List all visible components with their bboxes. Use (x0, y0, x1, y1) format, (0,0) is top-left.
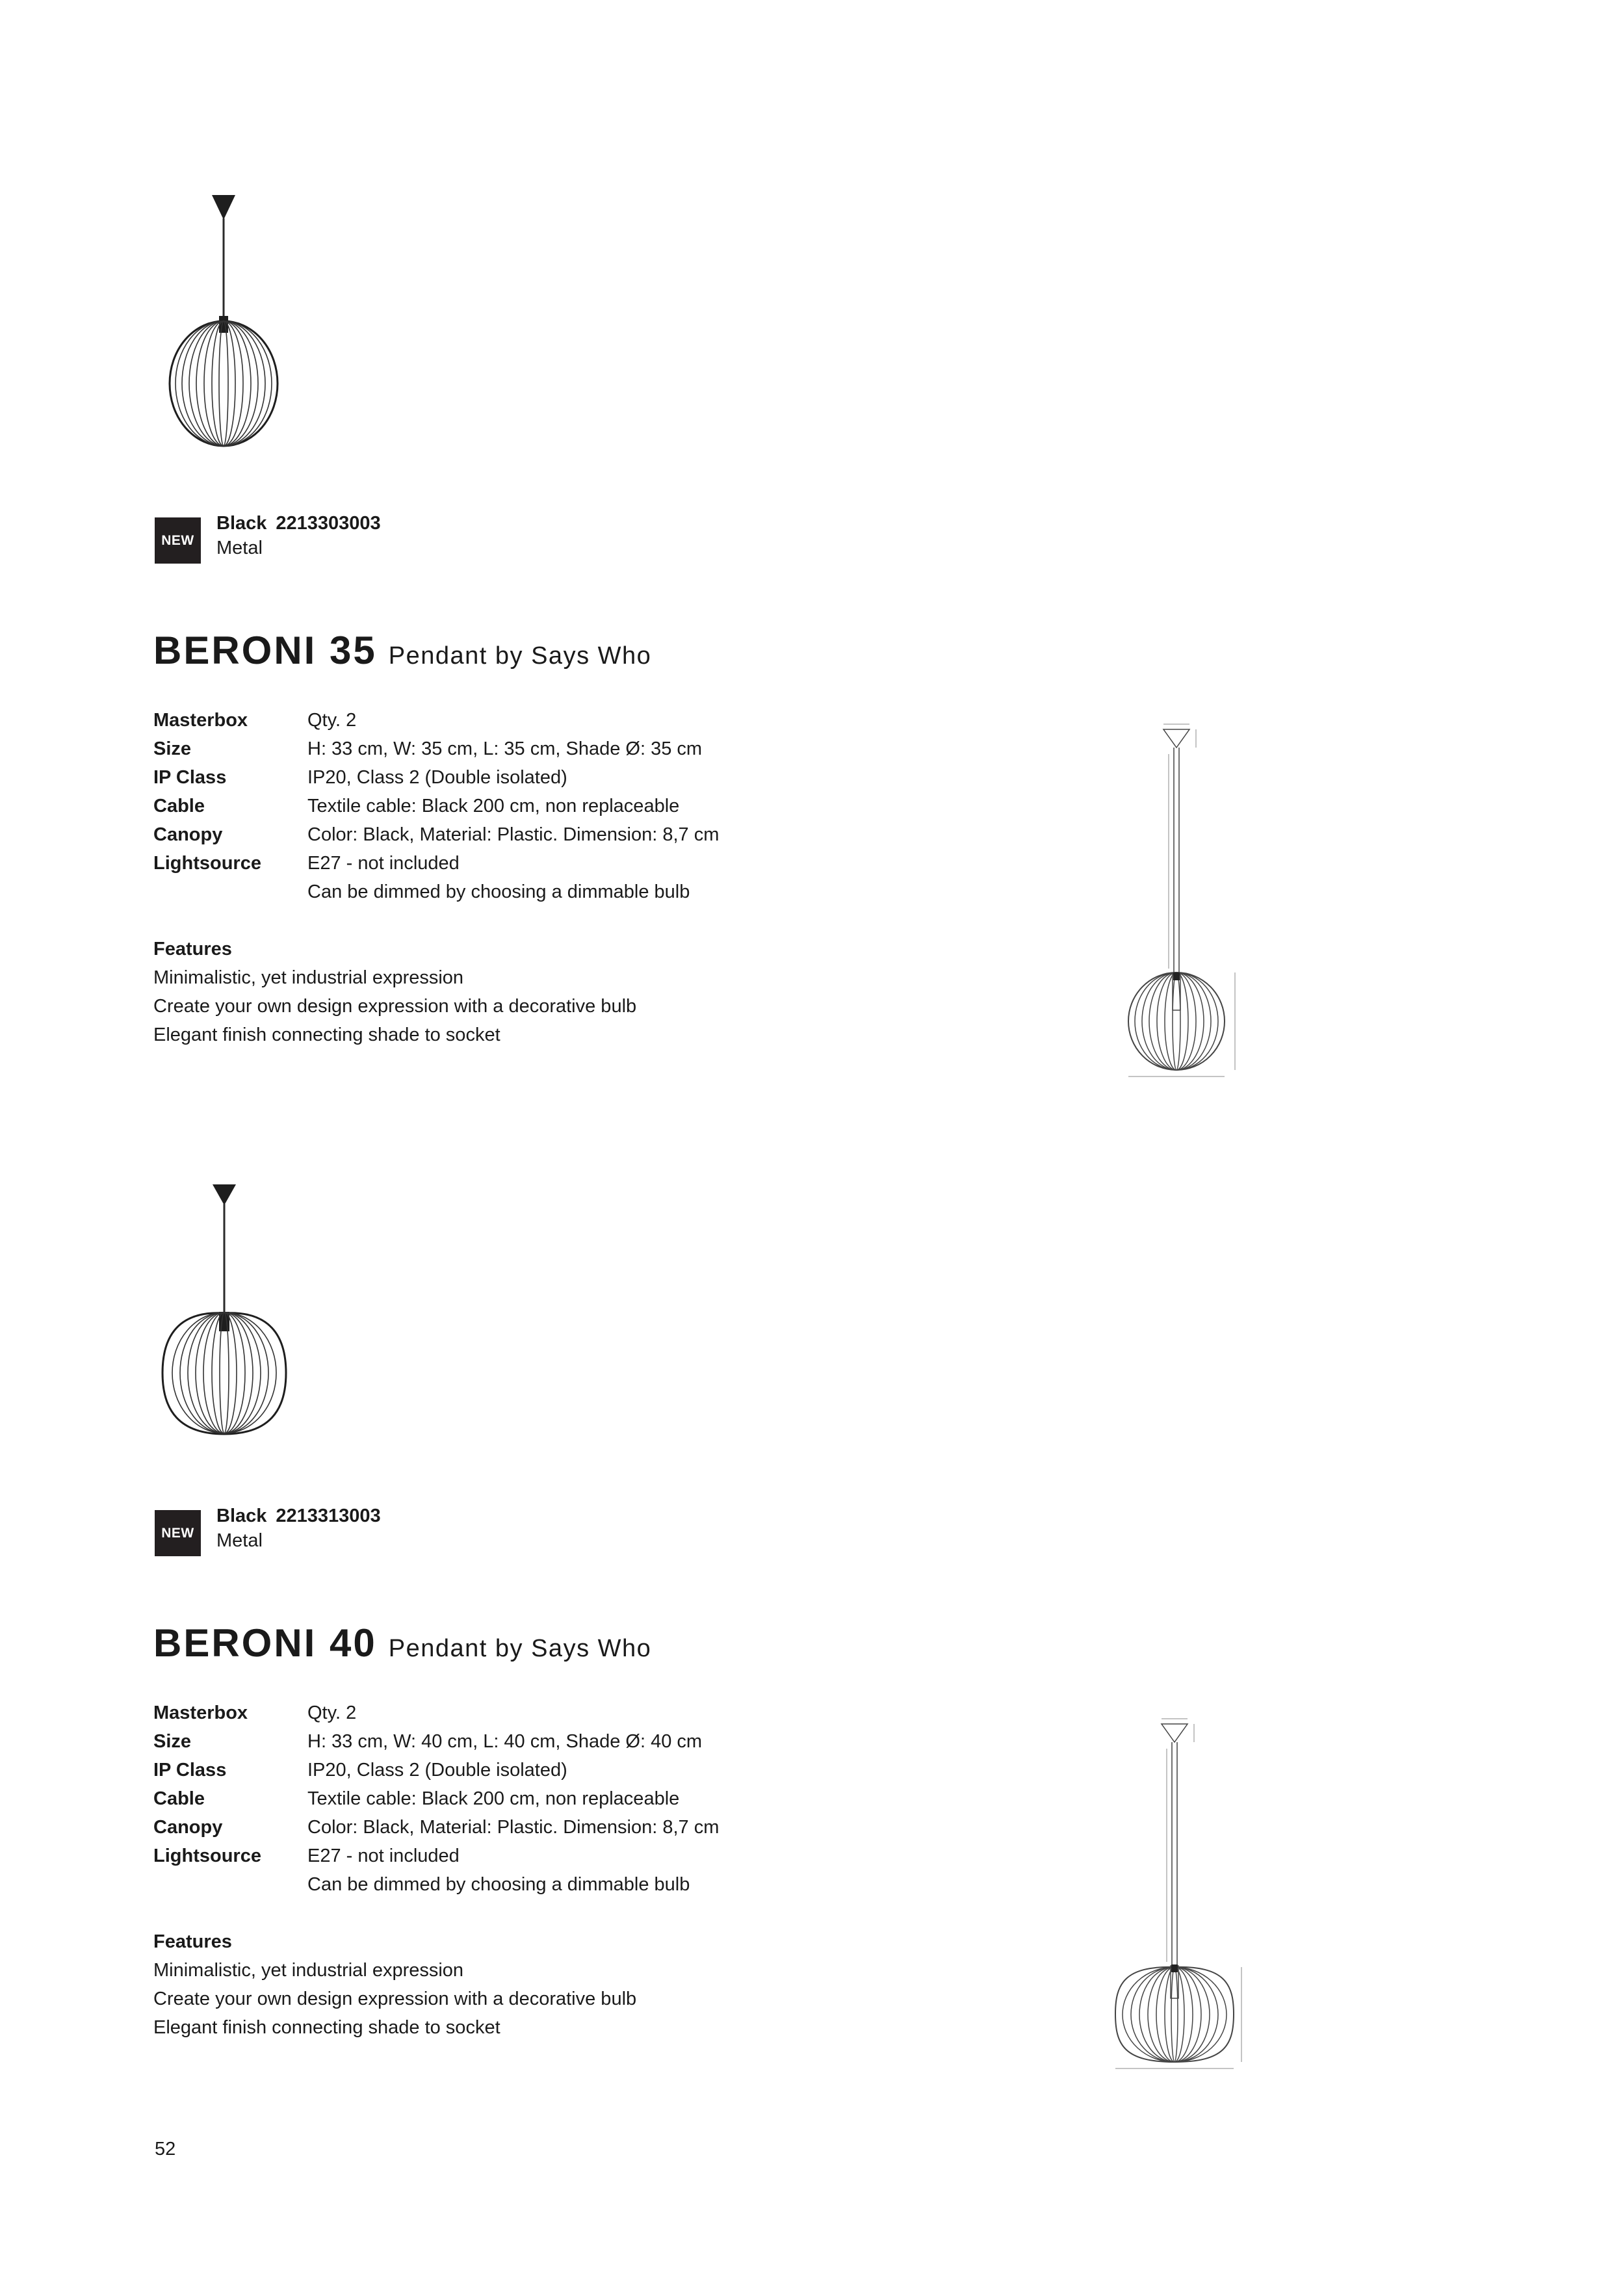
spec-row-size (153, 1727, 719, 1756)
technical-drawing-beroni-40 (1098, 1710, 1261, 2074)
feature-item: Minimalistic, yet industrial expression (153, 1959, 464, 1981)
variant-code: 2213313003 (276, 1506, 381, 1526)
spec-value: Can be dimmed by choosing a dimmable bulb (307, 1873, 690, 1895)
feature-item: Create your own design expression with a decorative bulb (153, 1988, 637, 2009)
features-heading: Features (153, 1931, 232, 1952)
spec-value: Can be dimmed by choosing a dimmable bulb (307, 881, 690, 902)
spec-value: IP20, Class 2 (Double isolated) (307, 1759, 567, 1781)
spec-row-masterbox (153, 706, 719, 735)
spec-value: H: 33 cm, W: 35 cm, L: 35 cm, Shade Ø: 35 cm (307, 738, 703, 759)
spec-label: Size (153, 1730, 192, 1752)
spec-value: Qty. 2 (307, 1702, 357, 1723)
spec-label: Cable (153, 1788, 205, 1809)
feature-item: Elegant finish connecting shade to socket (153, 1024, 500, 1045)
product-subtitle: Pendant by Says Who (388, 1635, 652, 1662)
spec-label: IP Class (153, 1759, 227, 1781)
spec-value: Color: Black, Material: Plastic. Dimension: 8,7 cm (307, 824, 720, 845)
pendant-lamp-photo-image (153, 1165, 361, 1451)
spec-label: Cable (153, 795, 205, 816)
variant-color: Black (216, 513, 267, 534)
spec-label: Lightsource (153, 1845, 261, 1866)
spec-row-cable (153, 792, 719, 820)
pendant-lamp-photo-image (153, 176, 361, 462)
spec-row-ip-class (153, 1756, 719, 1784)
spec-row-size (153, 735, 719, 763)
product-title (153, 1621, 651, 1665)
feature-item: Create your own design expression with a decorative bulb (153, 995, 637, 1017)
spec-label: Canopy (153, 1816, 223, 1838)
dimension-drawing (1098, 1710, 1261, 2074)
spec-row-canopy (153, 1813, 719, 1842)
spec-row-lightsource (153, 1842, 719, 1870)
spec-label: IP Class (153, 766, 227, 788)
spec-value: E27 - not included (307, 1845, 460, 1866)
variant-color-code (216, 511, 381, 536)
variant-material: Metal (216, 538, 263, 558)
feature-item: Minimalistic, yet industrial expression (153, 967, 464, 988)
variant-info (216, 1504, 381, 1553)
spec-row-masterbox (153, 1699, 719, 1727)
product-title (153, 628, 651, 673)
spec-value: Qty. 2 (307, 709, 357, 731)
spec-row-dimmable (153, 1870, 719, 1899)
product-photo-beroni-40 (153, 1165, 361, 1451)
spec-label: Canopy (153, 824, 223, 845)
spec-row-dimmable (153, 878, 719, 906)
product-section-beroni-35 (0, 0, 1623, 1045)
variant-code: 2213303003 (276, 513, 381, 534)
spec-row-ip-class (153, 763, 719, 792)
variant-info (216, 511, 381, 560)
page-number: 52 (155, 2139, 176, 2159)
spec-value: H: 33 cm, W: 40 cm, L: 40 cm, Shade Ø: 40 cm (307, 1730, 703, 1752)
variant-color: Black (216, 1506, 267, 1526)
spec-value: Textile cable: Black 200 cm, non replaceable (307, 795, 680, 816)
spec-label: Masterbox (153, 709, 248, 731)
spec-value: IP20, Class 2 (Double isolated) (307, 766, 567, 788)
product-name: BERONI 35 (153, 629, 377, 672)
spec-value: Color: Black, Material: Plastic. Dimension: 8,7 cm (307, 1816, 720, 1838)
new-badge: NEW (155, 1510, 201, 1556)
product-subtitle: Pendant by Says Who (388, 642, 652, 670)
spec-row-canopy (153, 820, 719, 849)
spec-row-lightsource (153, 849, 719, 878)
spec-label: Lightsource (153, 852, 261, 874)
product-section-beroni-40 (0, 995, 1623, 2038)
spec-label: Size (153, 738, 192, 759)
spec-table (153, 1699, 719, 1899)
spec-value: E27 - not included (307, 852, 460, 874)
spec-table (153, 706, 719, 906)
spec-value: Textile cable: Black 200 cm, non replaceable (307, 1788, 680, 1809)
features-heading: Features (153, 938, 232, 959)
variant-material: Metal (216, 1530, 263, 1551)
product-name: BERONI 40 (153, 1621, 377, 1665)
feature-item: Elegant finish connecting shade to socket (153, 2016, 500, 2038)
features-list (153, 1927, 636, 2042)
spec-row-cable (153, 1784, 719, 1813)
product-photo-beroni-35 (153, 176, 361, 462)
new-badge: NEW (155, 517, 201, 564)
spec-label: Masterbox (153, 1702, 248, 1723)
variant-color-code (216, 1504, 381, 1528)
